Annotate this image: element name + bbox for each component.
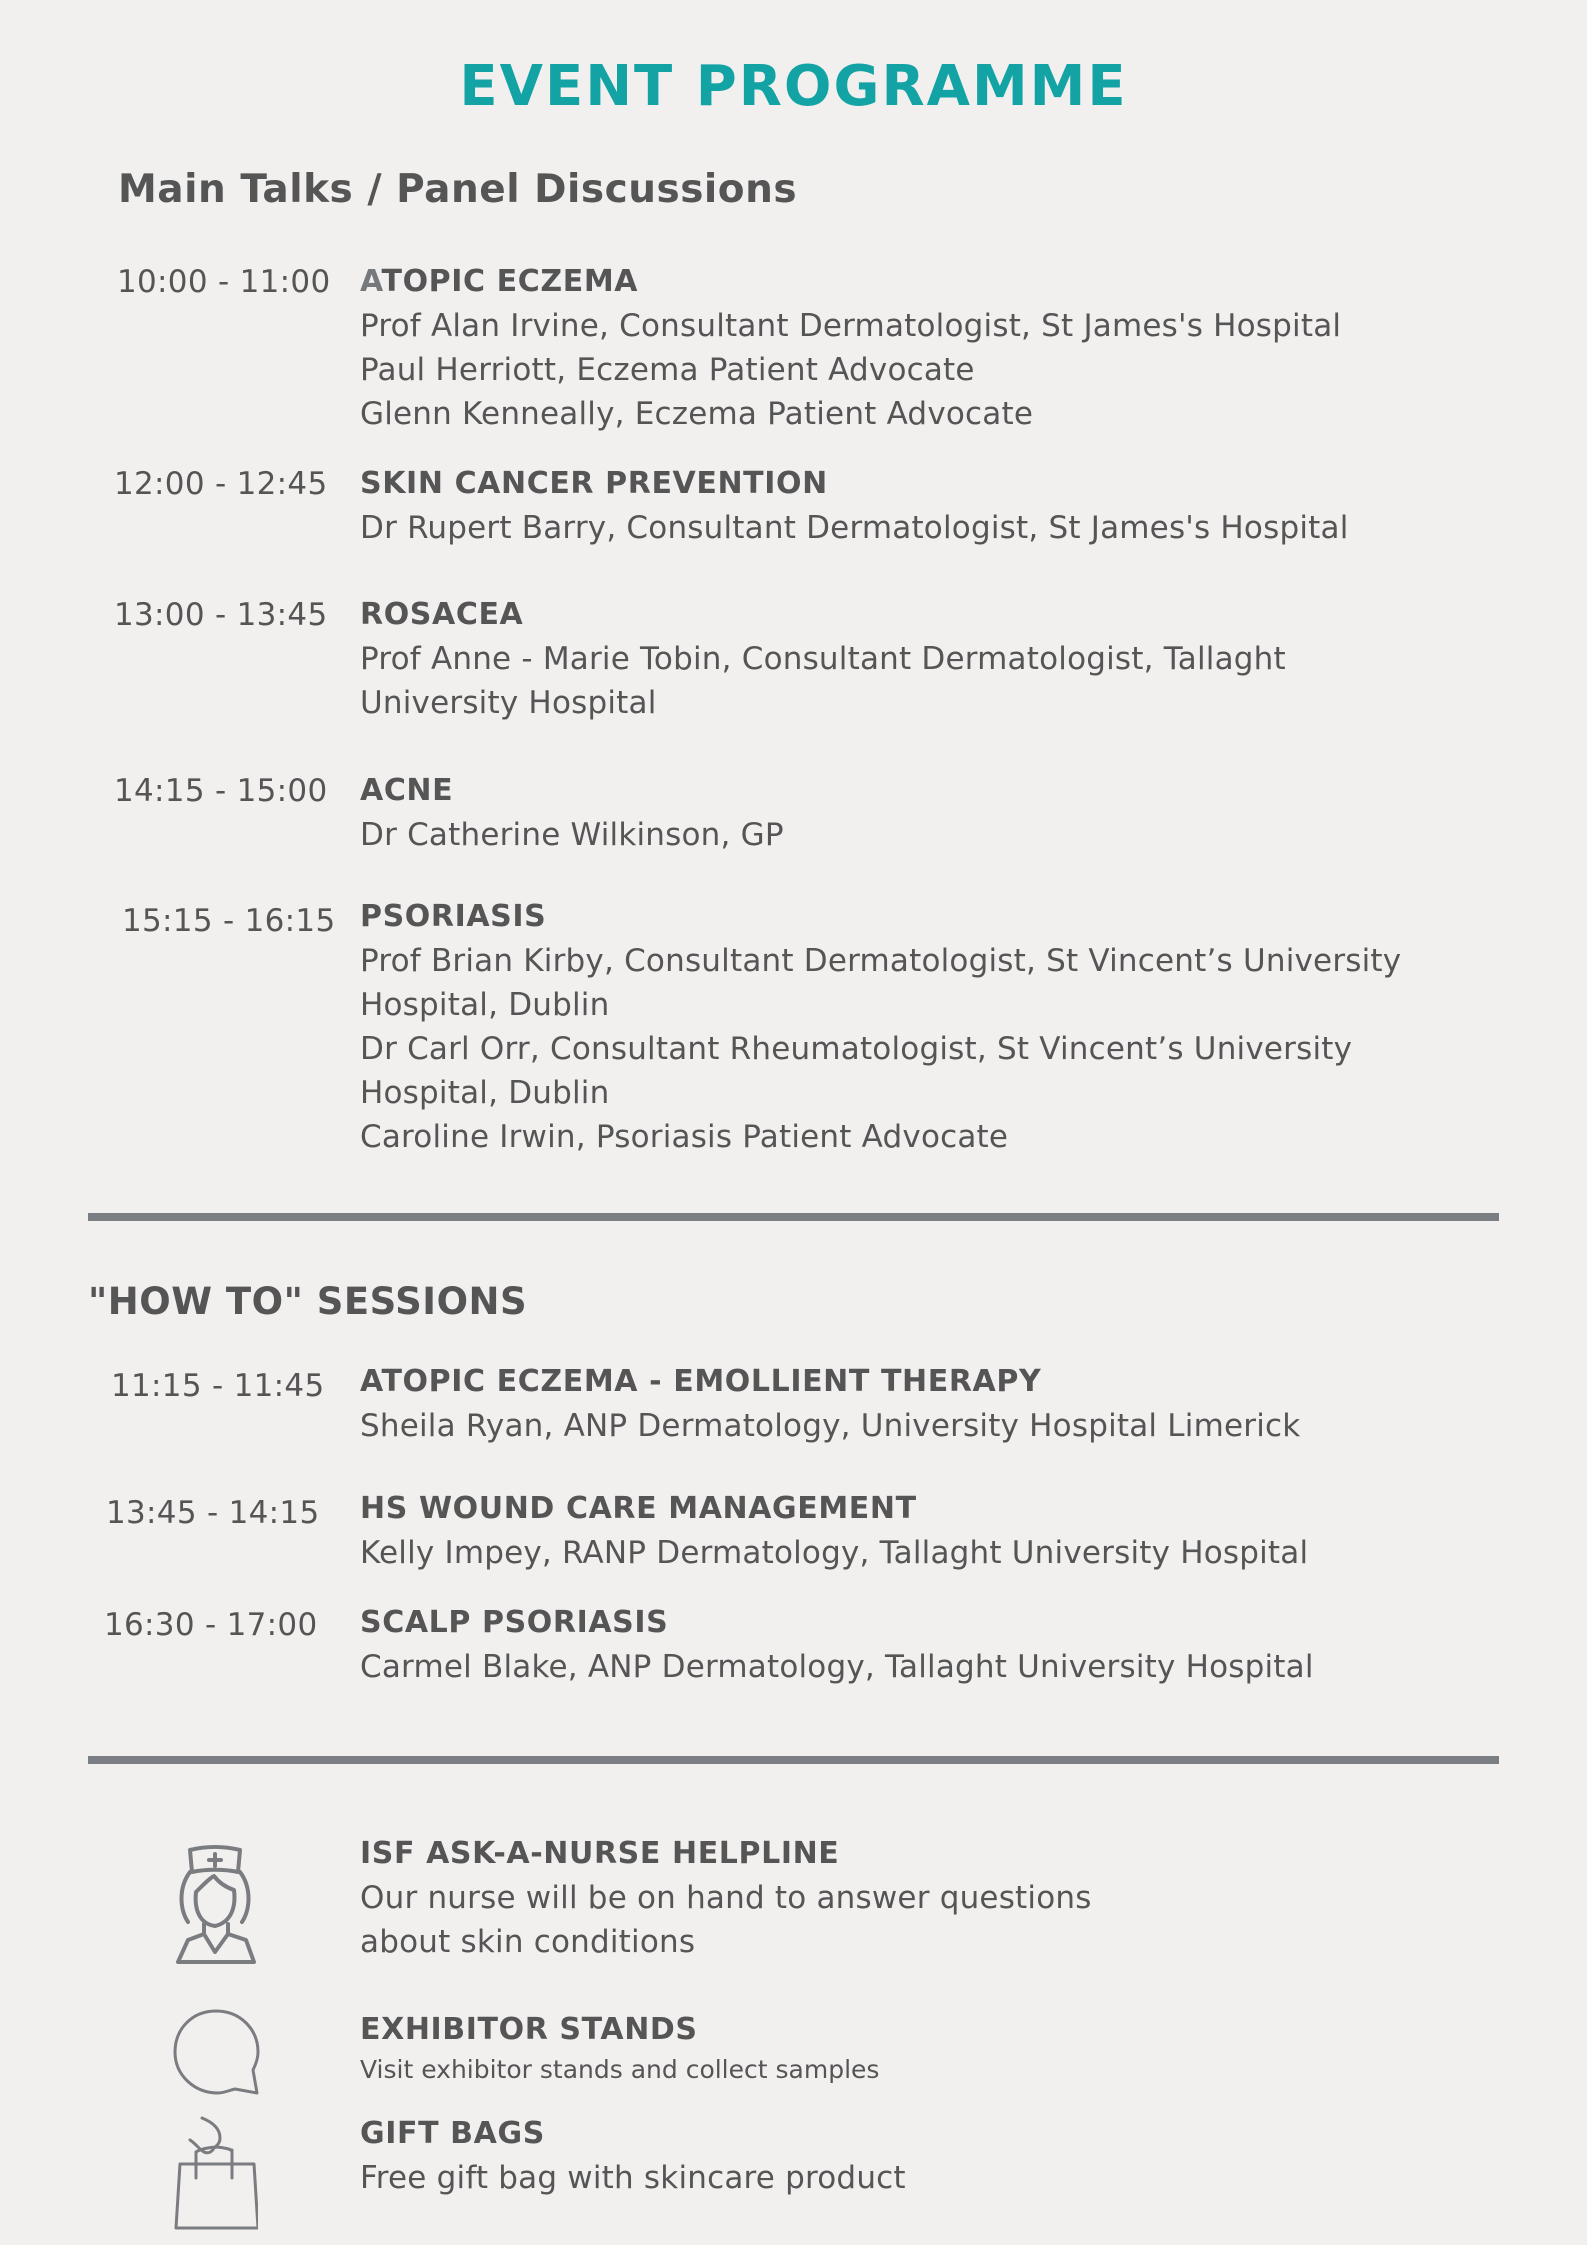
feature-title: GIFT BAGS	[360, 2116, 545, 2151]
session-title: SKIN CANCER PREVENTION	[360, 466, 828, 501]
session-entry	[360, 593, 1480, 725]
session-entry	[360, 769, 1480, 857]
section-divider	[88, 1756, 1499, 1764]
session-time: 13:45 - 14:15	[106, 1495, 320, 1531]
speaker: University Hospital	[360, 685, 657, 721]
session-title: PSORIASIS	[360, 899, 547, 934]
session-title: ACNE	[360, 773, 454, 808]
speaker: Hospital, Dublin	[360, 987, 610, 1023]
session-time: 10:00 - 11:00	[117, 264, 331, 300]
session-entry	[360, 260, 1480, 436]
speaker: Dr Carl Orr, Consultant Rheumatologist, St Vincent’s University	[360, 1031, 1353, 1067]
speaker: Glenn Kenneally, Eczema Patient Advocate	[360, 396, 1034, 432]
session-title-initial: A	[360, 264, 382, 299]
speaker: Prof Anne - Marie Tobin, Consultant Dermatologist, Tallaght	[360, 641, 1286, 677]
session-entry	[360, 1487, 1480, 1575]
speaker: Dr Catherine Wilkinson, GP	[360, 817, 784, 853]
feature-text	[360, 2112, 1460, 2200]
session-time: 16:30 - 17:00	[104, 1607, 318, 1643]
speaker: Sheila Ryan, ANP Dermatology, University Hospital Limerick	[360, 1408, 1301, 1444]
feature-text	[360, 1832, 1460, 1964]
session-title: ATOPIC ECZEMA - EMOLLIENT THERAPY	[360, 1364, 1042, 1399]
speaker: Carmel Blake, ANP Dermatology, Tallaght University Hospital	[360, 1649, 1314, 1685]
gift-bag-icon	[172, 2116, 258, 2232]
how-to-heading: "HOW TO" SESSIONS	[88, 1280, 528, 1323]
session-time: 14:15 - 15:00	[114, 773, 328, 809]
speaker: Prof Alan Irvine, Consultant Dermatologist, St James's Hospital	[360, 308, 1342, 344]
section-divider	[88, 1213, 1499, 1221]
session-time: 13:00 - 13:45	[114, 597, 328, 633]
session-title-rest: TOPIC ECZEMA	[381, 264, 639, 299]
feature-description: Visit exhibitor stands and collect samples	[360, 2055, 880, 2084]
nurse-icon	[166, 1844, 264, 1964]
speaker: Caroline Irwin, Psoriasis Patient Advocate	[360, 1119, 1009, 1155]
feature-description: Our nurse will be on hand to answer questions	[360, 1880, 1092, 1916]
feature-description: about skin conditions	[360, 1924, 696, 1960]
session-entry	[360, 462, 1480, 550]
speaker: Dr Rupert Barry, Consultant Dermatologist, St James's Hospital	[360, 510, 1349, 546]
feature-description: Free gift bag with skincare product	[360, 2160, 906, 2196]
session-title: SCALP PSORIASIS	[360, 1605, 669, 1640]
session-entry	[360, 1601, 1480, 1689]
speaker: Prof Brian Kirby, Consultant Dermatologist, St Vincent’s University	[360, 943, 1402, 979]
session-time: 12:00 - 12:45	[114, 466, 328, 502]
page-title: EVENT PROGRAMME	[459, 54, 1128, 119]
session-entry	[360, 895, 1480, 1159]
session-time: 15:15 - 16:15	[122, 903, 336, 939]
session-entry	[360, 1360, 1480, 1448]
feature-title: ISF ASK-A-NURSE HELPLINE	[360, 1836, 840, 1871]
session-title	[360, 260, 1480, 304]
speaker: Paul Herriott, Eczema Patient Advocate	[360, 352, 975, 388]
main-talks-heading: Main Talks / Panel Discussions	[118, 167, 798, 212]
session-title: ROSACEA	[360, 597, 524, 632]
feature-text	[360, 2008, 1460, 2088]
speaker: Hospital, Dublin	[360, 1075, 610, 1111]
session-title: HS WOUND CARE MANAGEMENT	[360, 1491, 917, 1526]
speech-bubble-icon	[172, 2008, 264, 2098]
session-time: 11:15 - 11:45	[111, 1368, 325, 1404]
feature-title: EXHIBITOR STANDS	[360, 2012, 698, 2047]
speaker: Kelly Impey, RANP Dermatology, Tallaght University Hospital	[360, 1535, 1309, 1571]
